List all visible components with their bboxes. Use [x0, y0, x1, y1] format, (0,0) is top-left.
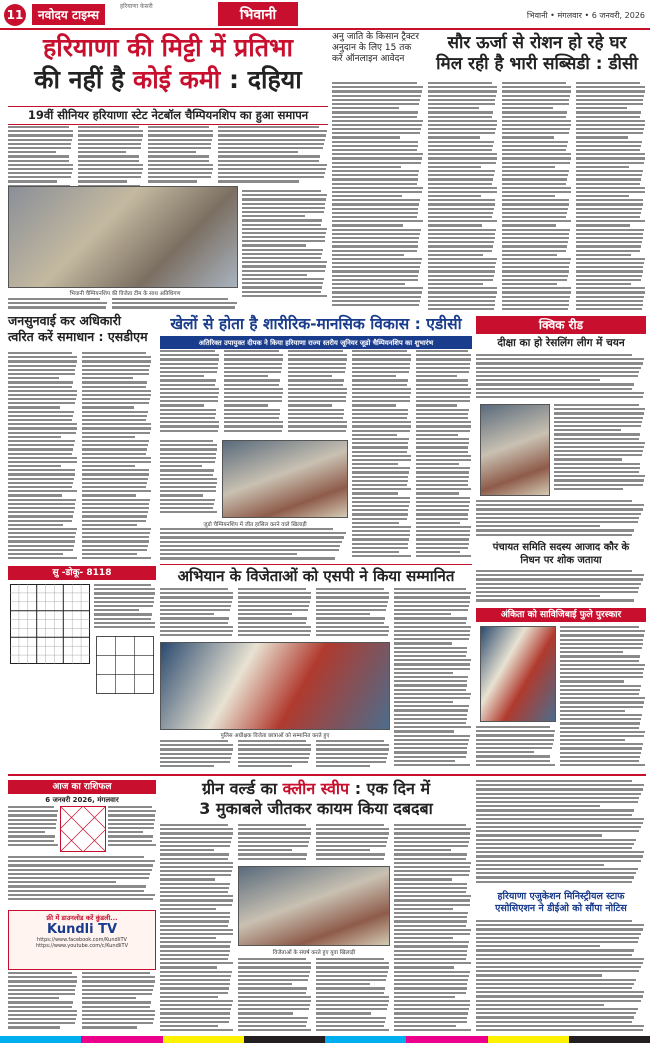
horoscope-signs-col2: [82, 972, 156, 1034]
quick-read-body-tail: [476, 500, 646, 540]
wrestling-body-col5: [242, 190, 328, 300]
award-body-tail: [476, 726, 556, 772]
wrestling-subhead: 19वीं सीनियर हरियाणा स्टेट नेटबॉल चैम्पियनशिप का हुआ समापन: [8, 106, 328, 125]
kundli-ad-youtube[interactable]: https://www.youtube.com/c/KundliTV: [35, 943, 129, 949]
page-number: 11: [4, 4, 26, 26]
horoscope-date: 6 जनवरी 2026, मंगलवार: [45, 796, 119, 804]
kundli-chart: [60, 806, 106, 852]
green-headline-part-a: ग्रीन वर्ल्ड का: [201, 779, 278, 798]
green-headline-line2: 3 मुकाबले जीतकर कायम किया दबदबा: [199, 799, 433, 818]
education-headline-line1: हरियाणा एजुकेशन मिनिस्ट्रीयल स्टाफ: [497, 891, 625, 902]
green-body-col2: [238, 824, 312, 864]
quick-read-headline: दीक्षा का हो रेसलिंग लीग में चयन: [497, 337, 625, 349]
wrestling-body-col3: [148, 126, 214, 186]
awareness-headline-line2: त्वरित करें समाधान : एसडीएम: [8, 329, 148, 344]
horoscope-body: [8, 856, 156, 906]
sudoku-grid: [10, 584, 90, 664]
sudoku-solution-grid: [96, 636, 154, 694]
section-title: भिवानी: [218, 2, 298, 26]
wrestling-body-tail2: [112, 298, 238, 312]
abhiyan-body-col3: [316, 588, 390, 640]
sports-subhead: अतिरिक्त उपायुक्त दीपक ने किया हरियाणा राज्य स्तरीय जूनियर जूडो चैम्पियनशिप का शुभारंभ: [160, 336, 472, 349]
green-body-col4: [394, 824, 472, 1034]
solar-body-col2: [502, 82, 572, 314]
education-headline-line2: एसोसिएशन ने डीईओ को सौंपा नोटिस: [495, 903, 627, 914]
award-photo: [480, 626, 556, 722]
brand-logo: नवोदय टाइम्स: [32, 4, 105, 25]
print-color-bar: [0, 1036, 650, 1043]
farmers-body: [332, 82, 424, 312]
sports-body-col2: [224, 350, 284, 438]
wrestling-headline-line2: [8, 66, 328, 94]
quick-read-body-side: [554, 404, 646, 496]
green-photo: [238, 866, 390, 946]
horoscope-signs-col1: [8, 972, 78, 1034]
condolence-body: [476, 570, 646, 604]
solar-headline-line2: मिल रही है भारी सब्सिडी : डीसी: [436, 54, 638, 74]
wrestling-body-tail1: [8, 298, 108, 312]
horoscope-right-info: [108, 806, 156, 852]
award-headline: अंकिता को साविजिबाई फुले पुरस्कार: [476, 608, 646, 622]
green-headline-part-b: क्लीन स्वीप: [282, 779, 350, 798]
award-body-continued: [476, 780, 646, 888]
sports-headline: खेलों से होता है शारीरिक-मानसिक विकास : एडीसी: [170, 315, 462, 333]
condolence-headline-line2: निधन पर शोक जताया: [520, 555, 602, 566]
abhiyan-body-col4: [394, 588, 472, 772]
abhiyan-body-tail2: [238, 740, 312, 772]
abhiyan-body-col2: [238, 588, 312, 640]
wrestling-photo-caption: भिवानी चैम्पियनशिप की विजेता टीम के साथ अतिथिगण: [69, 291, 181, 297]
awareness-body-col1: [8, 352, 78, 564]
green-body-tail1: [238, 958, 312, 1034]
green-body-col1: [160, 824, 234, 1034]
abhiyan-photo-caption: पुलिस अधीक्षक विजेता छात्राओं को सम्मानित करते हुए: [220, 733, 330, 739]
wrestling-headline-line1: हरियाणा की मिट्टी में प्रतिभा: [42, 33, 294, 62]
solar-body-col3: [576, 82, 646, 314]
education-body: [476, 920, 646, 1034]
farmers-headline: अनु जाति के किसान ट्रैक्टर अनुदान के लिए 15 तक करें ऑनलाइन आवेदन: [332, 32, 420, 64]
dateline: भिवानी • मंगलवार • 6 जनवरी, 2026: [526, 11, 645, 20]
quick-read-body: [476, 354, 646, 402]
abhiyan-body-tail1: [160, 740, 234, 772]
wrestling-headline-part-a: की नहीं है: [34, 65, 125, 94]
green-body-tail2: [316, 958, 390, 1034]
kundli-ad-facebook[interactable]: https://www.facebook.com/KundliTV: [37, 937, 127, 943]
sports-body-tail: [160, 528, 348, 562]
sports-photo-caption: जूडो चैम्पियनशिप में जीत हासिल करने वाले खिलाड़ी: [203, 522, 307, 528]
green-body-col3: [316, 824, 390, 864]
divider: [160, 564, 472, 565]
wrestling-headline-part-c: : दहिया: [229, 65, 302, 94]
abhiyan-photo: [160, 642, 390, 730]
quick-read-title: क्विक रीड: [476, 316, 646, 334]
sports-photo: [222, 440, 348, 518]
kundli-ad-title: फ्री में डाउनलोड करें कुंडली...: [46, 914, 118, 922]
horoscope-left-info: [8, 806, 58, 852]
wrestling-headline-part-b: कोई कमी: [133, 65, 221, 94]
kundli-ad-brand: Kundli TV: [46, 922, 118, 937]
sports-body-col1b: [160, 440, 218, 518]
sports-body-col3: [288, 350, 348, 438]
page-header: [0, 0, 650, 30]
kundli-ad: [8, 910, 156, 970]
quick-read-photo: [480, 404, 550, 496]
solar-headline-line1: सौर ऊर्जा से रोशन हो रहे घर: [447, 33, 627, 53]
abhiyan-body-tail3: [316, 740, 390, 772]
condolence-headline-line1: पंचायत समिति सदस्य आजाद कौर के: [492, 542, 630, 553]
sudoku-instructions: [94, 584, 156, 634]
abhiyan-body-col1: [160, 588, 234, 640]
horoscope-title: आज का राशिफल: [8, 780, 156, 794]
abhiyan-headline: अभियान के विजेताओं को एसपी ने किया सम्मानित: [177, 567, 455, 585]
wrestling-body-col4: [218, 126, 328, 186]
green-photo-caption: विजेताओं के संघर्ष करते हुए युवा खिलाड़ी: [272, 950, 356, 956]
sudoku-title: सु -डोकू- 8118: [8, 566, 156, 580]
sports-body-col1: [160, 350, 220, 438]
wrestling-team-photo: [8, 186, 238, 288]
awareness-headline-line1: जनसुनवाई कर अधिकारी: [8, 313, 122, 328]
brand-tagline: हरियाणा केसरी: [120, 3, 153, 10]
solar-body-col1: [428, 82, 498, 314]
sports-body-col4: [352, 350, 412, 560]
section-divider: [8, 774, 646, 776]
awareness-body-col2: [82, 352, 152, 564]
green-headline-part-c: : एक दिन में: [354, 779, 431, 798]
sports-body-col5: [416, 350, 472, 560]
green-headline-line1: [160, 780, 472, 798]
award-body-side: [560, 626, 646, 772]
